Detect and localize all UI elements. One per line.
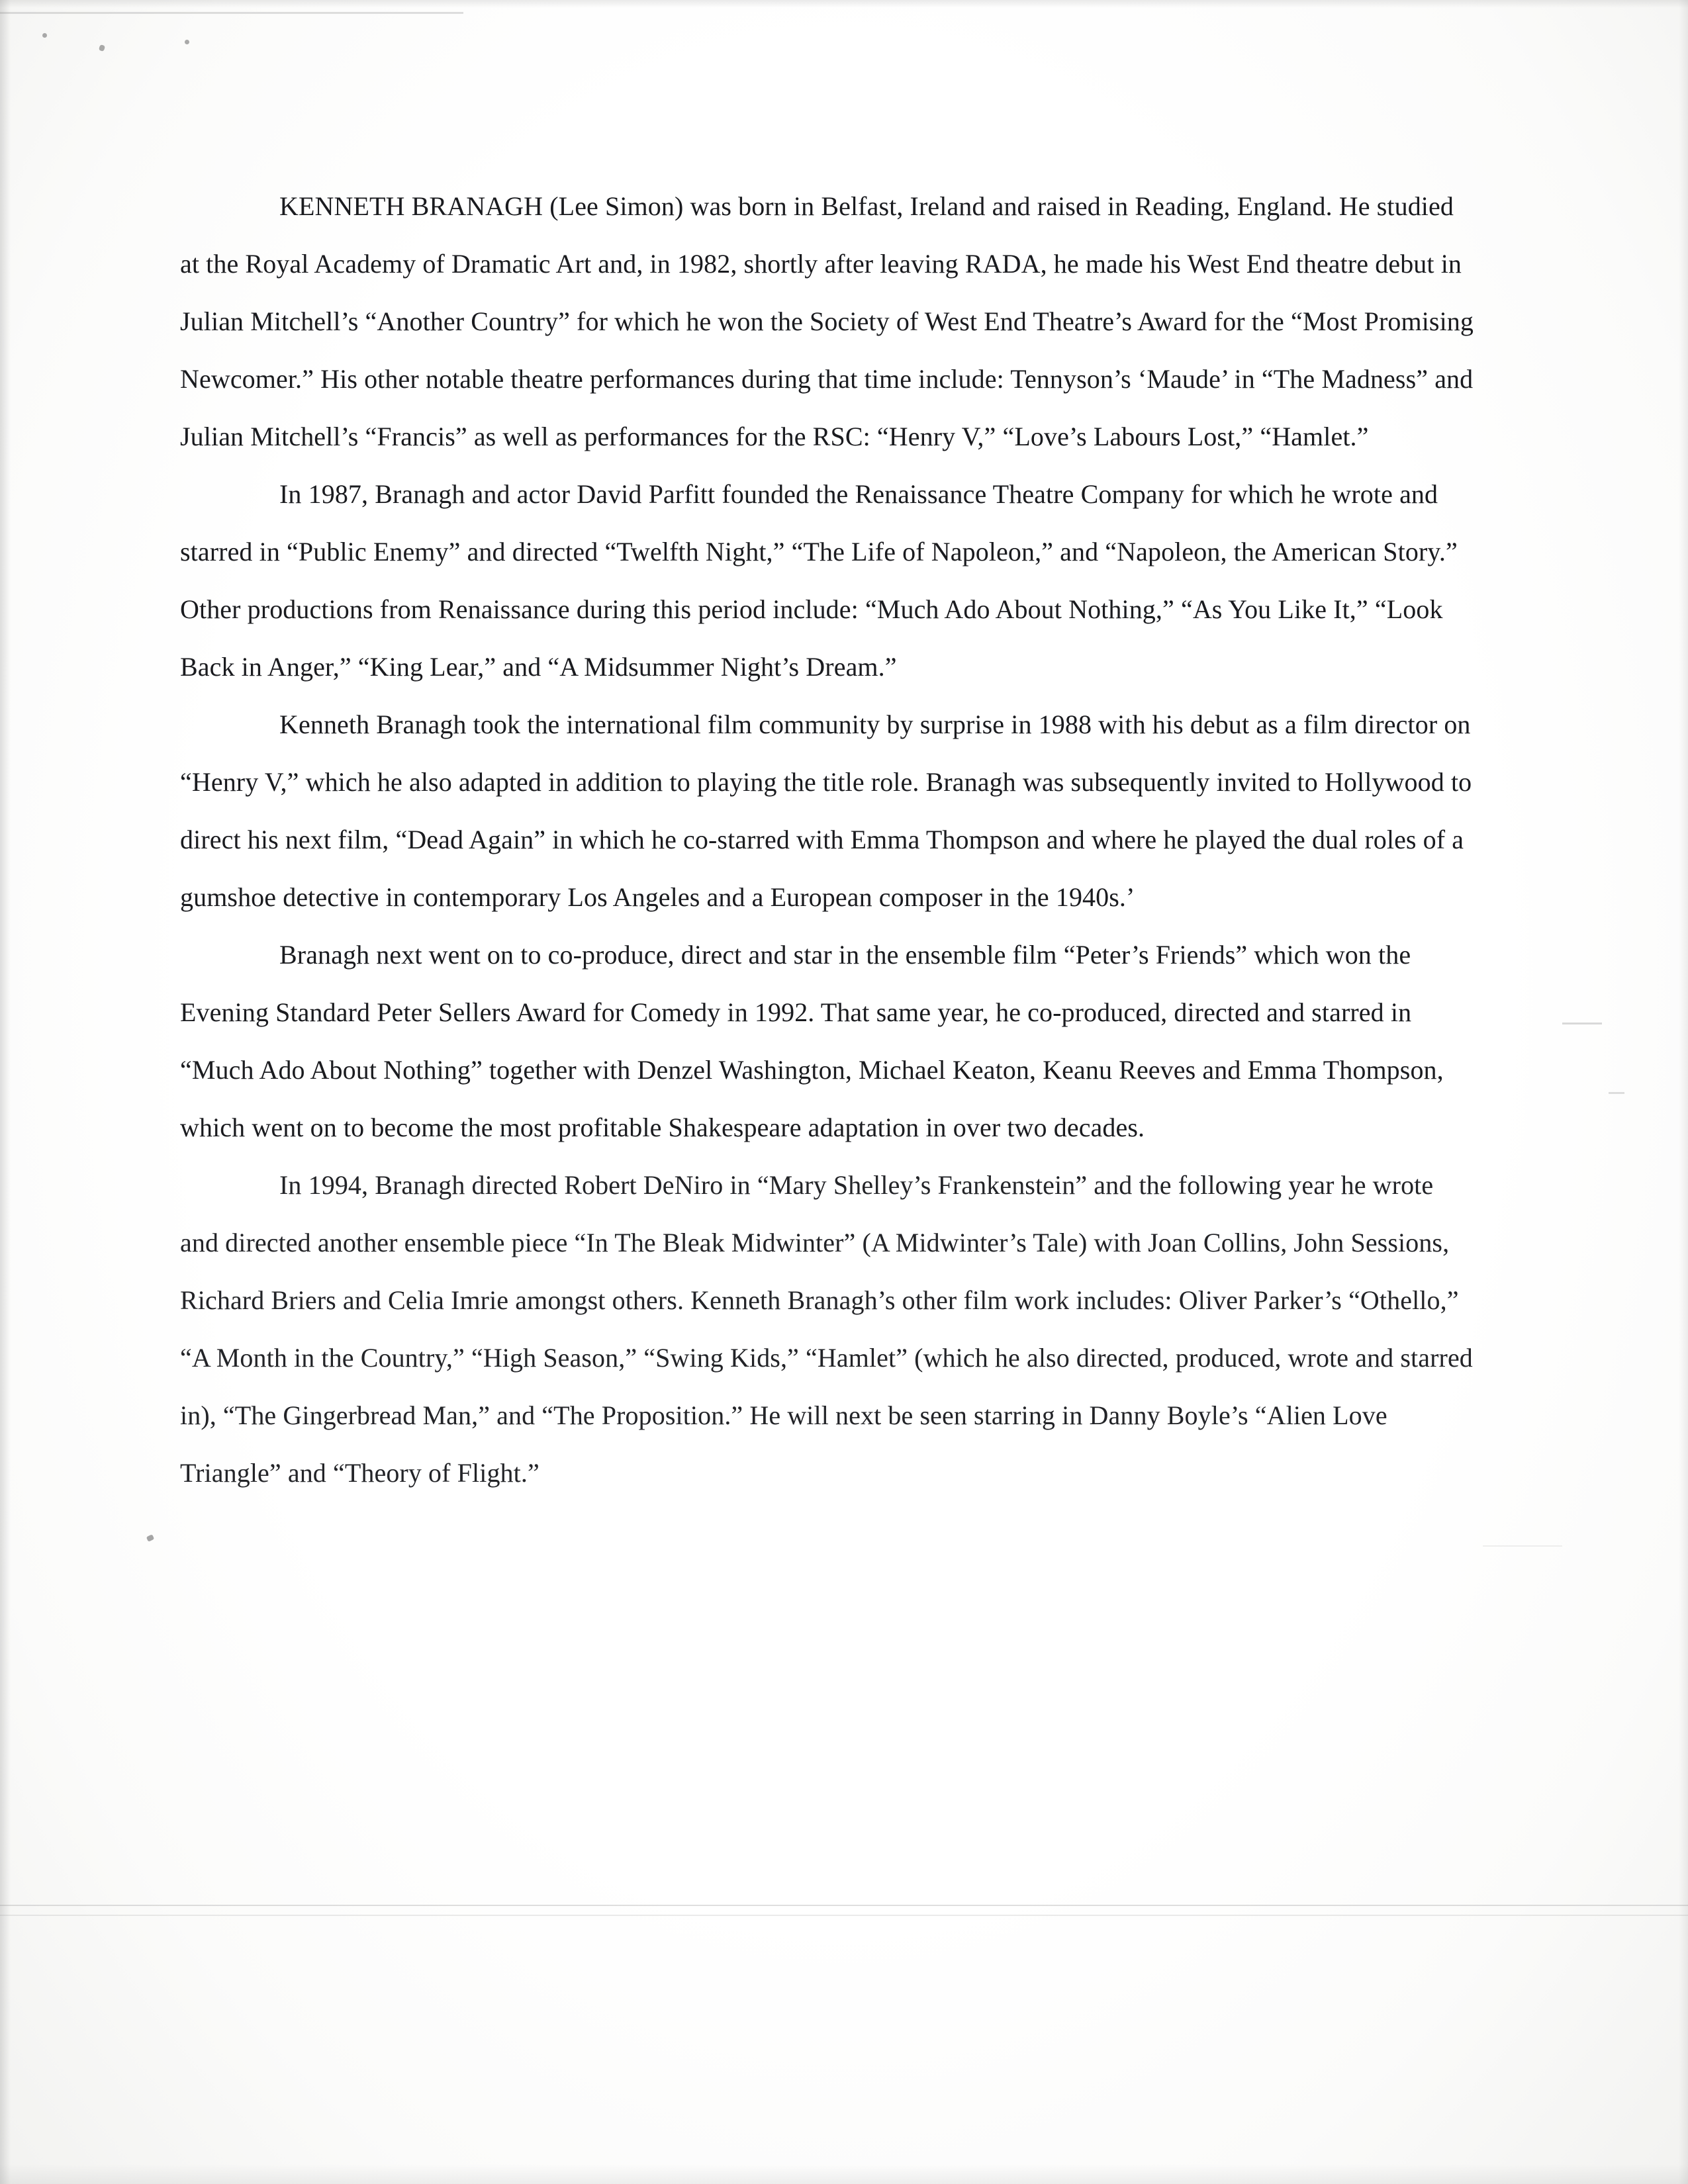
paragraph-4: Branagh next went on to co-produce, direct and star in the ensemble film “Peter’s Friends” which won the Evening Standard Peter Sellers Award for Comedy in 1992. That same year, he co-produced, directed and starred in “Much Ado About Nothing” together with Denzel Washington, Michael Keaton, Keanu Reeves and Emma Thompson, which went on to become the most profitable Shakespeare adaptation in over two decades.: [180, 940, 1444, 1142]
scan-artifact-smudge: [1609, 1092, 1624, 1094]
scan-edge-shadow-top: [0, 0, 1688, 8]
scan-artifact-smudge: [1483, 1545, 1562, 1547]
paragraph-2: In 1987, Branagh and actor David Parfitt founded the Renaissance Theatre Company for which he wrote and starred in “Public Enemy” and directed “Twelfth Night,” “The Life of Napoleon,” and “Napoleon, the American Story.” Other productions from Renaissance during this period include: “Much Ado About Nothing,” “As You Like It,” “Look Back in Anger,” “King Lear,” and “A Midsummer Night’s Dream.”: [180, 479, 1458, 682]
scan-artifact-smudge: [0, 1915, 1688, 1916]
paragraph-5: In 1994, Branagh directed Robert DeNiro in “Mary Shelley’s Frankenstein” and the following year he wrote and directed another ensemble piece “In The Bleak Midwinter” (A Midwinter’s Tale) with Joan Collins, John Sessions, Richard Briers and Celia Imrie amongst others. Kenneth Branagh’s other film work includes: Oliver Parker’s “Othello,” “A Month in the Country,” “High Season,” “Swing Kids,” “Hamlet” (which he also directed, produced, wrote and starred in), “The Gingerbread Man,” and “The Proposition.” He will next be seen starring in Danny Boyle’s “Alien Love Triangle” and “Theory of Flight.”: [180, 1170, 1473, 1488]
scan-artifact-top-rule: [0, 12, 463, 14]
scan-artifact-smudge: [0, 1905, 1688, 1906]
scan-speck: [42, 33, 47, 38]
paragraph-1: KENNETH BRANAGH (Lee Simon) was born in Belfast, Ireland and raised in Reading, England. He studied at the Royal Academy of Dramatic Art and, in 1982, shortly after leaving RADA, he made his West End theatre debut in Julian Mitchell’s “Another Country” for which he won the Society of West End Theatre’s Award for the “Most Promising Newcomer.” His other notable theatre performances during that time include: Tennyson’s ‘Maude’ in “The Madness” and Julian Mitchell’s “Francis” as well as performances for the RSC: “Henry V,” “Love’s Labours Lost,” “Hamlet.”: [180, 191, 1474, 451]
scan-edge-shadow-left: [0, 0, 11, 2184]
scan-edge-shadow-right: [1679, 0, 1688, 2184]
paragraph-3: Kenneth Branagh took the international film community by surprise in 1988 with his debut as a film director on “Henry V,” which he also adapted in addition to playing the title role. Branagh was subsequently invited to Hollywood to direct his next film, “Dead Again” in which he co-starred with Emma Thompson and where he played the dual roles of a gumshoe detective in contemporary Los Angeles and a European composer in the 1940s.’: [180, 709, 1472, 912]
scan-artifact-smudge: [1562, 1023, 1602, 1024]
scan-edge-shadow-bottom: [0, 2164, 1688, 2184]
document-body: [180, 177, 1477, 1502]
scan-speck: [185, 40, 189, 44]
